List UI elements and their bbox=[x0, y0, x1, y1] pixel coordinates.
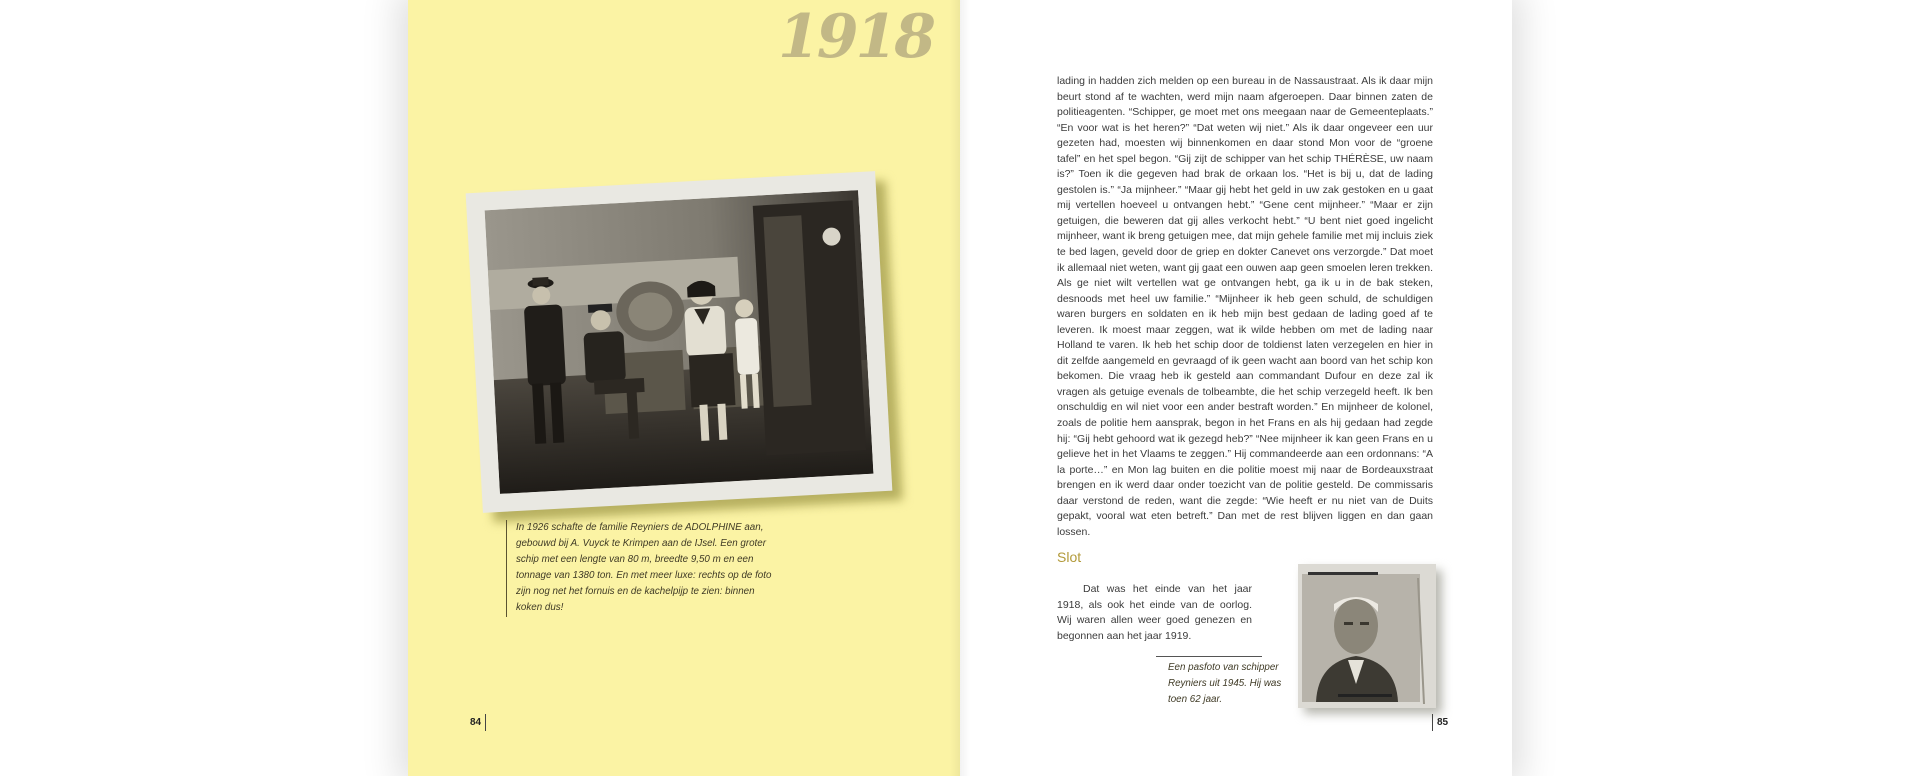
page-number-right: 85 bbox=[1432, 714, 1448, 731]
body-text: lading in hadden zich melden op een bureau in de Nassaustraat. Als ik daar mijn beurt stond af te wachten, werd mijn naam afgeroepen. Daar binnen zaten de politieagenten. “Schipper, ge moet met ons meegaan naar de Gemeenteplaats.” “En voor wat is het heren?” “Dat weten wij niet.” Als ik daar ongeveer een uur gezeten had, moesten wij binnenkomen en daar stond Mon voor de “groene tafel” en het spel begon. “Gij zijt de schipper van het schip THÉRÈSE, uw naam is?” Toen ik die gegeven had brak de orkaan los. “Het is bij u, dat de lading gestolen is.” “Ja mijnheer.” “Maar gij hebt het geld in uw zak gestoken en u gaat mij vertellen hoeveel u ontvangen hebt.” “Gene cent mijnheer.” “Maar er zijn getuigen, die beweren dat gij alles verkocht hebt.” “U bent niet goed ingelicht mijnheer, want ik breng getuigen mee, dat mijn gehele familie met mij incluis ziek te bed lagen, geveld door de griep en dokter Canevet ons verzorgde.” Dat moet ik allemaal niet weten, want gij gaat een ouwen aap geen smoelen leren trekken. Als ge niet wilt vertellen wat ge ontvangen hebt, ga ik u in de bak steken, desnoods met heel uw familie.” “Mijnheer ik heb geen schuld, de schuldigen waren burgers en soldaten en ik heb mijn best gedaan de lading goed af te leveren. Ik moest maar zeggen, wat ik wilde hebben om met de lading naar Holland te varen. Ik heb het schip door de toldienst laten verzegelen en hier in dit zelfde aangemeld en gevraagd of ik geen wacht aan boord van het schip kon bekomen. Die vraag heb ik gesteld aan commandant Dufour en deze zal ik vragen als getuige evenals de tolbeambte, die het schip verzegeld heeft. Ik ben onschuldig en wil niet voor een ander bestraft worden.” En mijnheer de kolonel, zoals de politie hem aansprak, begon in het Frans en als hij gedaan had zegde hij: “Gij hebt gehoord wat ik gezegd heb?” “Nee mijnheer ik kan geen Frans en u gelieve het in het Vlaams te zeggen.” Hij commandeerde aan een ordonnans: “A la porte…” en Mon lag buiten en die politie moest mij naar de Bordeauxstraat brengen en ik werd daar onder toezicht van de politie gesteld. De commissaris daar verstond de reden, want die zegde: “Wie heeft er nu niet van de Duits gepakt, vooral wat eten betreft.” Dan met de rest blijven liggen en dan gaan lossen. bbox=[1057, 75, 1433, 538]
book-gutter bbox=[950, 0, 970, 776]
family-photo bbox=[466, 171, 893, 513]
year-title: 1918 bbox=[778, 2, 933, 72]
photo-card bbox=[466, 171, 893, 513]
section-text: Dat was het einde van het jaar 1918, als ook het einde van de oorlog. Wij waren allen weer goed genezen en begonnen aan het jaar 1919. bbox=[1057, 583, 1252, 642]
photo-caption-left: In 1926 schafte de familie Reyniers de ADOLPHINE aan, gebouwd bij A. Vuyck te Krimpen aan de IJsel. Een groter schip met een lengte van 80 m, breedte 9,50 m en een tonnage van 1380 ton. En met meer luxe: rechts op de foto zijn nog net het fornuis en de kachelpijp te zien: binnen koken dus! bbox=[506, 520, 778, 617]
passport-photo bbox=[1298, 564, 1436, 708]
passport-photo-card bbox=[1298, 564, 1436, 708]
photo-caption-right: Een pasfoto van schipper Reyniers uit 1945. Hij was toen 62 jaar. bbox=[1168, 662, 1282, 705]
caption-divider bbox=[1156, 656, 1262, 657]
section-heading: Slot bbox=[1057, 549, 1082, 565]
family-photo-image bbox=[485, 190, 874, 494]
passport-photo-image bbox=[1298, 564, 1436, 708]
page-number-left: 84 bbox=[470, 714, 486, 731]
